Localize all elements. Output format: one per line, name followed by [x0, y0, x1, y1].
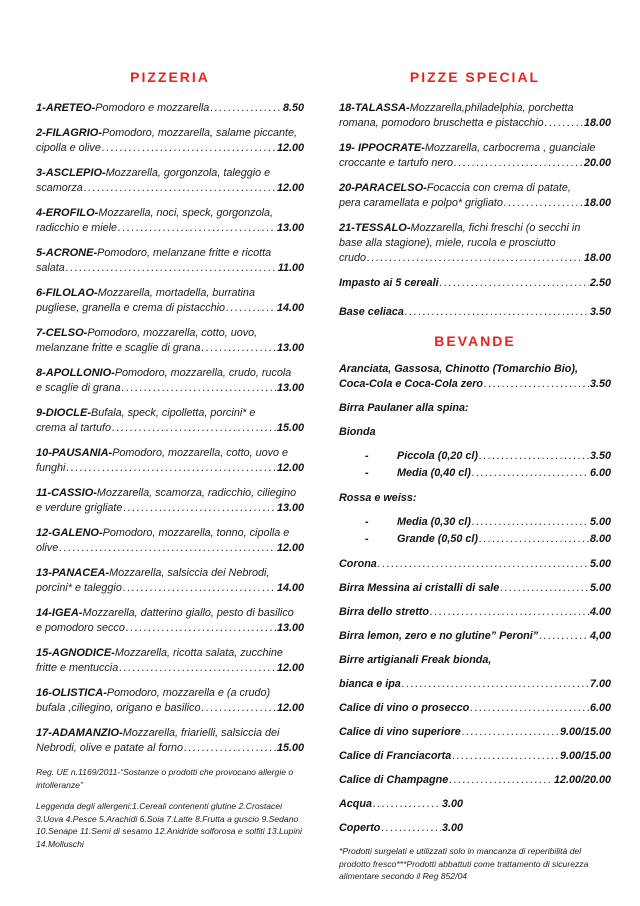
beverage-item — [339, 773, 611, 788]
pizza-item — [36, 166, 304, 196]
item-line — [36, 486, 304, 501]
beverage-item — [339, 557, 611, 572]
beverage-text: Coca-Cola e Coca-Cola zero — [339, 378, 483, 390]
pizza-item — [36, 686, 304, 716]
item-price: 4.00 — [589, 606, 611, 618]
beverage-text: bianca e ipa — [339, 678, 401, 690]
dot-leader — [462, 725, 559, 740]
item-description: bufala ,ciliegino, origano e basilico — [36, 702, 201, 714]
item-description: porcini* e taleggio — [36, 582, 122, 594]
item-price-line — [36, 461, 304, 476]
specials-column — [339, 70, 611, 883]
beverage-text: Birra Messina ai cristalli di sale — [339, 582, 500, 594]
pizzeria-list — [36, 101, 304, 756]
beverage-item — [339, 605, 611, 620]
dot-leader — [452, 749, 559, 764]
dot-leader — [184, 741, 276, 756]
beverage-price-line — [339, 377, 611, 392]
item-line — [36, 126, 304, 141]
item-name: 3-ASCLEPIO- — [36, 167, 106, 179]
dot-leader — [118, 221, 276, 236]
dot-leader — [367, 251, 583, 266]
item-description: salata — [36, 262, 65, 274]
pizze-special-list — [339, 101, 611, 266]
item-price: 12.00 — [276, 142, 304, 154]
dot-leader — [470, 701, 589, 716]
dot-leader — [201, 701, 276, 716]
item-description: e pomodoro secco — [36, 622, 125, 634]
item-name: 9-DIOCLE- — [36, 407, 91, 419]
item-price-line — [36, 221, 304, 236]
item-description: pera caramellata e polpo* grigliato — [339, 197, 503, 209]
item-line — [36, 526, 304, 541]
item-price-line — [36, 141, 304, 156]
item-description: Mozzarella, fichi freschi (o secchi in — [410, 222, 581, 234]
extra-text: Base celiaca — [339, 306, 404, 318]
pizza-item — [36, 726, 304, 756]
dot-leader — [472, 466, 589, 481]
beverage-text: Calice di vino o prosecco — [339, 702, 470, 714]
item-description: Pomodoro, mozzarella, crudo, rucola — [114, 367, 292, 379]
dough-extras-list — [339, 276, 611, 320]
item-price: 13.00 — [276, 382, 304, 394]
item-description: Bufala, speck, cipolletta, porcini* e — [91, 407, 256, 419]
item-name: 4-EROFILO- — [36, 207, 99, 219]
dot-leader — [402, 677, 589, 692]
item-price-line — [339, 156, 611, 171]
item-price-line — [36, 741, 304, 756]
pizza-item — [36, 446, 304, 476]
item-price: 2.50 — [589, 277, 611, 289]
item-name: 10-PAUSANIA- — [36, 447, 113, 459]
beverage-item — [339, 581, 611, 596]
dot-leader — [440, 276, 589, 291]
dot-leader — [112, 421, 276, 436]
pizza-item — [36, 646, 304, 676]
item-description: Focaccia con crema di patate, — [426, 182, 571, 194]
item-description: cipolla e olive — [36, 142, 101, 154]
item-description: radicchio e miele — [36, 222, 118, 234]
item-price: 15.00 — [276, 422, 304, 434]
pizza-item — [36, 206, 304, 236]
beverage-bullet-item — [339, 532, 611, 547]
allergen-legend-note: Leggenda degli allergeni:1.Cereali contenenti glutine 2.Crostacei 3.Uova 4.Pesce 5.Arachidi 6.Soia 7.Latte 8.Frutta a guscio 9.Sedano 10.Senape 11.Semi di sesamo 12.Anidride solforosa e solfiti 13.Lupini 14.Molluschi — [36, 801, 302, 849]
item-price-line — [36, 621, 304, 636]
item-line — [36, 406, 304, 421]
item-name: 8-APOLLONIO- — [36, 367, 115, 379]
item-price: 12.00 — [276, 542, 304, 554]
dot-leader — [449, 773, 553, 788]
item-name: 2-FILAGRIO- — [36, 127, 102, 139]
dot-leader — [500, 581, 589, 596]
pizza-item — [36, 366, 304, 396]
item-description: Pomodoro, mozzarella, cotto, uovo, — [87, 327, 258, 339]
beverage-item — [339, 677, 611, 692]
beverage-text: Media (0,40 cl) — [397, 467, 471, 479]
dot-leader — [226, 301, 276, 316]
item-price-line — [36, 421, 304, 436]
item-line — [36, 686, 304, 701]
item-description: Mozzarella, noci, speck, gorgonzola, — [98, 207, 273, 219]
item-price: 4,00 — [589, 630, 611, 642]
item-name: 20-PARACELSO- — [339, 182, 427, 194]
item-price: 12.00 — [276, 182, 304, 194]
beverage-item — [339, 362, 611, 392]
dot-leader — [119, 661, 276, 676]
dot-leader — [122, 381, 276, 396]
item-name: 18-TALASSA- — [339, 102, 410, 114]
item-price: 13.00 — [276, 502, 304, 514]
dot-leader — [484, 377, 589, 392]
item-price: 9.00/15.00 — [559, 726, 611, 738]
beverage-item — [339, 701, 611, 716]
dot-leader — [472, 515, 589, 530]
item-description: e scaglie di grana — [36, 382, 121, 394]
item-line — [36, 446, 304, 461]
dot-leader — [539, 629, 589, 644]
dot-leader — [123, 501, 276, 516]
pizza-item — [36, 406, 304, 436]
item-price-line — [36, 261, 304, 276]
item-name: 6-FILOLAO- — [36, 287, 98, 299]
beverage-text: Acqua — [339, 798, 372, 810]
item-description: Mozzarella,philadelphia, porchetta — [409, 102, 574, 114]
item-line — [36, 246, 304, 261]
item-line — [339, 236, 611, 251]
item-name: 1-ARETEO- — [36, 102, 96, 114]
item-price: 9.00/15.00 — [559, 750, 611, 762]
bevande-header: BEVANDE — [434, 333, 516, 349]
item-line — [36, 166, 304, 181]
item-price: 3.00 — [441, 798, 463, 810]
beverage-label: Birra Paulaner alla spina: — [339, 402, 469, 414]
item-price: 12.00 — [276, 662, 304, 674]
item-line — [339, 141, 611, 156]
dot-leader — [102, 141, 276, 156]
item-description: Mozzarella, salsiccia dei Nebrodi, — [109, 567, 270, 579]
item-name: 14-IGEA- — [36, 607, 83, 619]
item-price-line — [339, 116, 611, 131]
item-description: Pomodoro, melanzane fritte e ricotta — [97, 247, 272, 259]
item-line — [36, 606, 304, 621]
item-price: 13.00 — [276, 222, 304, 234]
item-price-line — [36, 581, 304, 596]
item-price-line — [36, 381, 304, 396]
item-line — [36, 286, 304, 301]
pizza-item — [36, 326, 304, 356]
special-pizza-item — [339, 141, 611, 171]
dot-leader — [479, 532, 589, 547]
dot-leader — [210, 101, 282, 116]
item-line — [339, 101, 611, 116]
beverage-text: Calice di vino superiore — [339, 726, 461, 738]
pizza-item — [36, 286, 304, 316]
dot-leader — [430, 605, 589, 620]
item-description: olive — [36, 542, 59, 554]
item-description: Pomodoro e mozzarella — [95, 102, 210, 114]
item-price-line — [339, 196, 611, 211]
item-description: Mozzarella, friarielli, salsiccia dei — [122, 727, 280, 739]
item-description: funghi — [36, 462, 66, 474]
pizzeria-column — [36, 70, 304, 850]
beverage-bullet-item — [339, 466, 611, 481]
item-price-line — [36, 541, 304, 556]
beverage-label: Birre artigianali Freak bionda, — [339, 654, 492, 666]
dash-bullet: - — [365, 533, 369, 545]
item-price: 8.00 — [589, 533, 611, 545]
item-name: 5-ACRONE- — [36, 247, 98, 259]
item-name: 17-ADAMANZIO- — [36, 727, 123, 739]
beverage-label: Bionda — [339, 426, 376, 438]
dot-leader — [84, 181, 276, 196]
beverage-text: Birra lemon, zero e no glutine” Peroni” — [339, 630, 539, 642]
item-line — [36, 326, 304, 341]
bevande-list — [339, 362, 611, 836]
dot-leader — [504, 196, 583, 211]
item-price: 5.00 — [589, 558, 611, 570]
item-description: e verdure grigliate — [36, 502, 123, 514]
item-line — [339, 181, 611, 196]
item-name: 11-CASSIO- — [36, 487, 97, 499]
dot-leader — [66, 261, 277, 276]
item-description: Mozzarella, gorgonzola, taleggio e — [105, 167, 271, 179]
beverage-text: Grande (0,50 cl) — [397, 533, 479, 545]
item-price-line — [36, 341, 304, 356]
special-pizza-item — [339, 181, 611, 211]
item-description: fritte e mentuccia — [36, 662, 119, 674]
beverage-label: Rossa e weiss: — [339, 492, 417, 504]
item-price-line — [36, 301, 304, 316]
item-price: 14.00 — [276, 582, 304, 594]
dot-leader — [479, 449, 589, 464]
pizza-item — [36, 606, 304, 636]
beverage-text: Corona — [339, 558, 377, 570]
item-description: Mozzarella, mortadella, burratina — [97, 287, 255, 299]
item-price: 7.00 — [589, 678, 611, 690]
beverage-text: Calice di Franciacorta — [339, 750, 452, 762]
item-line — [36, 726, 304, 741]
item-price: 18.00 — [583, 197, 611, 209]
item-price: 11.00 — [277, 262, 304, 274]
beverage-text: Media (0,30 cl) — [397, 516, 471, 528]
dot-leader — [59, 541, 276, 556]
dot-leader — [373, 797, 441, 812]
item-description: Pomodoro, mozzarella e (a crudo) — [106, 687, 271, 699]
item-price: 3.50 — [589, 450, 611, 462]
pizze-special-header: PIZZE SPECIAL — [409, 69, 541, 85]
beverage-text: Birra dello stretto — [339, 606, 429, 618]
item-price: 15.00 — [276, 742, 304, 754]
beverage-text: Piccola (0,20 cl) — [397, 450, 479, 462]
dot-leader — [66, 461, 276, 476]
pizza-item — [36, 126, 304, 156]
item-price-line — [339, 251, 611, 266]
item-price: 18.00 — [583, 117, 611, 129]
pizza-item — [36, 486, 304, 516]
pizzeria-header: PIZZERIA — [130, 69, 210, 85]
item-price: 12.00/20.00 — [553, 774, 611, 786]
item-price: 20.00 — [583, 157, 611, 169]
pizza-item — [36, 526, 304, 556]
beverage-item — [339, 749, 611, 764]
dot-leader — [454, 156, 583, 171]
dot-leader — [545, 116, 583, 131]
item-price: 12.00 — [276, 702, 304, 714]
dot-leader — [381, 821, 441, 836]
item-description: crudo — [339, 252, 367, 264]
item-description: melanzane fritte e scaglie di grana — [36, 342, 201, 354]
item-price-line — [36, 501, 304, 516]
item-price: 6.00 — [589, 467, 611, 479]
dot-leader — [201, 341, 276, 356]
special-pizza-item — [339, 221, 611, 266]
item-price: 13.00 — [276, 622, 304, 634]
beverage-item — [339, 629, 611, 644]
item-description: croccante e tartufo nero — [339, 157, 454, 169]
item-price: 3.50 — [589, 306, 611, 318]
item-description: Mozzarella, ricotta salata, zucchine — [114, 647, 283, 659]
dot-leader — [123, 581, 276, 596]
item-name: 19- IPPOCRATE- — [339, 142, 425, 154]
item-price: 6.00 — [589, 702, 611, 714]
dash-bullet: - — [365, 467, 369, 479]
item-price: 5.00 — [589, 516, 611, 528]
item-name: 16-OLISTICA- — [36, 687, 107, 699]
pizza-item — [36, 101, 304, 116]
item-line — [36, 646, 304, 661]
item-line — [339, 221, 611, 236]
item-description: pugliese, granella e crema di pistacchio — [36, 302, 226, 314]
beverage-bullet-item — [339, 515, 611, 530]
dough-extra-item — [339, 276, 611, 291]
item-price: 18.00 — [583, 252, 611, 264]
item-price: 14.00 — [276, 302, 304, 314]
item-name: 15-AGNODICE- — [36, 647, 115, 659]
beverage-text: Coperto — [339, 822, 381, 834]
item-price: 12.00 — [276, 462, 304, 474]
item-line — [36, 566, 304, 581]
item-description: Pomodoro, mozzarella, cotto, uovo e — [112, 447, 289, 459]
item-name: 12-GALENO- — [36, 527, 103, 539]
item-description: Mozzarella, scamorza, radicchio, ciliegino — [96, 487, 297, 499]
item-description: Mozzarella, carbocrema , guanciale — [424, 142, 596, 154]
dot-leader — [378, 557, 589, 572]
beverage-item — [339, 725, 611, 740]
dot-leader — [126, 621, 276, 636]
extra-text: Impasto ai 5 cereali — [339, 277, 439, 289]
item-price-line — [36, 661, 304, 676]
item-description: Pomodoro, mozzarella, tonno, cipolla e — [102, 527, 290, 539]
item-price: 13.00 — [276, 342, 304, 354]
beverage-item — [339, 821, 463, 836]
item-description: Nebrodi, olive e patate al forno — [36, 742, 184, 754]
item-line — [36, 206, 304, 221]
item-description: romana, pomodoro bruschetta e pistacchio — [339, 117, 544, 129]
beverage-item — [339, 797, 463, 812]
item-description: scamorza — [36, 182, 83, 194]
item-name: 7-CELSO- — [36, 327, 88, 339]
allergy-regulation-note: Reg. UE n.1169/2011-“Sostanze o prodotti che provocano allergie o intolleranze” — [36, 767, 294, 790]
item-price: 3.00 — [441, 822, 463, 834]
dash-bullet: - — [365, 516, 369, 528]
beverage-line: Aranciata, Gassosa, Chinotto (Tomarchio Bio), — [339, 363, 578, 375]
item-price: 5.00 — [589, 582, 611, 594]
pizza-item — [36, 566, 304, 596]
frozen-products-footnote: *Prodotti surgelati e utilizzati solo in mancanza di reperibilità del prodotto fresco***Prodotti abbattuti come trattamento di sicurezza alimentare secondo il Reg 852/04 — [339, 846, 589, 881]
item-line — [36, 366, 304, 381]
item-name: 13-PANACEA- — [36, 567, 110, 579]
dot-leader — [405, 305, 589, 320]
item-price-line — [36, 101, 304, 116]
dash-bullet: - — [365, 450, 369, 462]
item-price: 3.50 — [589, 378, 611, 390]
pizza-item — [36, 246, 304, 276]
beverage-text: Calice di Champagne — [339, 774, 449, 786]
special-pizza-item — [339, 101, 611, 131]
item-description: crema al tartufo — [36, 422, 112, 434]
item-price-line — [36, 701, 304, 716]
item-price: 8.50 — [282, 102, 304, 114]
item-description: Pomodoro, mozzarella, salame piccante, — [102, 127, 298, 139]
item-description: base alla stagione), miele, rucola e prosciutto — [339, 237, 556, 249]
item-price-line — [36, 181, 304, 196]
beverage-bullet-item — [339, 449, 611, 464]
item-name: 21-TESSALO- — [339, 222, 411, 234]
dough-extra-item — [339, 305, 611, 320]
item-description: Mozzarella, datterino giallo, pesto di basilico — [82, 607, 294, 619]
